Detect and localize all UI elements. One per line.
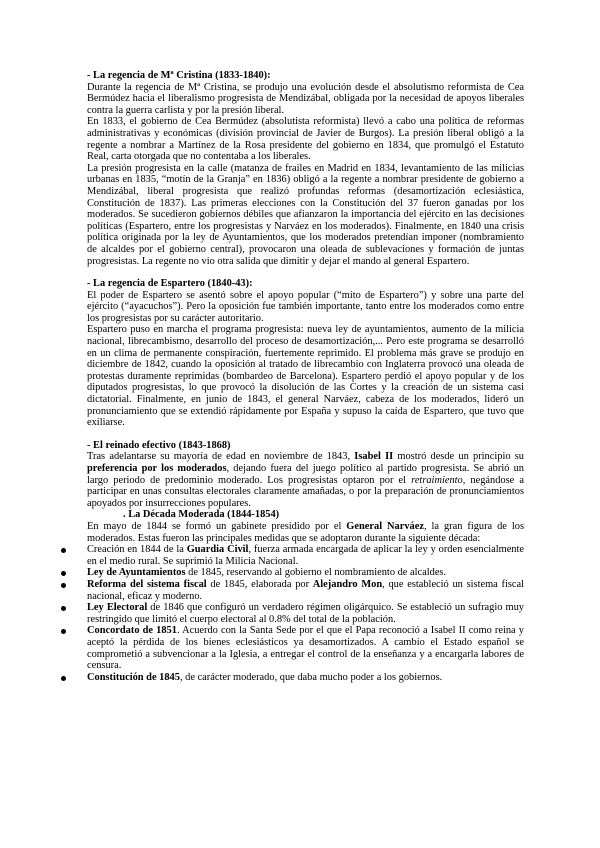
text-run: de 1846 que configuró un verdadero régimen oligárquico. Se estableció un sufragio muy restringido que limitó el cuerpo electoral al 0.8% del total de la población.	[87, 602, 524, 625]
list-item	[87, 625, 524, 671]
section-title-regencia-espartero: - La regencia de Espartero (1840-43):	[87, 278, 253, 290]
section-title-reinado-efectivo: - El reinado efectivo (1843-1868)	[87, 439, 231, 451]
paragraph	[87, 451, 524, 509]
text-run: , fuerza armada encargada de aplicar la ley y orden esencialmente en el medio rural. Se suprimió la Milicia Nacional.	[87, 544, 524, 567]
list-item	[87, 602, 524, 625]
bold-text: preferencia por los moderados	[87, 463, 227, 474]
list-item	[87, 579, 524, 602]
document-body	[87, 70, 524, 683]
text-run: Creación en 1844 de la	[87, 544, 187, 556]
bullet-dot-icon	[61, 606, 66, 611]
list-item	[87, 672, 524, 684]
paragraph: En 1833, el gobierno de Cea Bermúdez (absolutista reformista) llevó a cabo una política de reformas administrativas y económicas (división provincial de Javier de Burgos). La presión liberal obligó a la regente a nombrar a Martínez de la Rosa presidente del gobierno en 1834, que promulgó el Estatuto Real, carta otorgada que no contentaba a los liberales.	[87, 116, 524, 163]
text-run: de 1845, elaborada por	[206, 578, 313, 590]
section-title-regencia-cristina: - La regencia de Mª Cristina (1833-1840):	[87, 70, 271, 81]
subheading-decada-moderada: . La Década Moderada (1844-1854)	[123, 509, 280, 521]
spacer	[87, 429, 524, 440]
bullet-dot-icon	[61, 571, 66, 576]
paragraph: La presión progresista en la calle (matanza de frailes en Madrid en 1834, levantamiento de las milicias urbanas en 1835, “motín de la Granja” en 1836) obligó a la regente a nombrar presidente de gobierno a Mendizábal, liberal progresista que realizó profundas reformas (desamortización eclesiástica, Constitución de 1837). Las primeras elecciones con la Constitución del 37 fueron ganadas por los moderados. Se sucedieron gobiernos débiles que afianzaron la importancia del ejército en las decisiones políticas (Espartero, entre los progresistas y Narváez en los moderados). Finalmente, en 1840 una crisis política originada por la ley de Ayuntamientos, que los moderados pretendían imponer (nombramiento de alcaldes por el gobierno central), provocaron una oleada de sublevaciones y formación de juntas progresistas. La regente no vio otra salida que dimitir y dejar el mando al general Espartero.	[87, 162, 524, 267]
bullet-dot-icon	[61, 629, 66, 634]
text-run: de 1845, reservando al gobierno el nombramiento de alcaldes.	[185, 567, 447, 579]
bold-text: Constitución de 1845	[87, 671, 180, 683]
text-run: mostró desde un principio su	[393, 451, 524, 463]
text-run: . Acuerdo con la Santa Sede por el que el Papa reconoció a Isabel II como reina y aceptó la pérdida de los bienes eclesiásticos ya desamortizados. A cambio el Estado español se comprometió a subvencionar a la Iglesia, a entregar el control de la enseñanza y a encargarla labores de censura.	[87, 625, 524, 672]
text-run: , negándose a participar en unas consultas electorales claramente amañadas, o por la preparación de pronunciamientos apoyados por insurrecciones populares.	[87, 474, 525, 509]
bullet-dot-icon	[61, 676, 66, 681]
bullet-dot-icon	[61, 583, 66, 588]
bold-text: Isabel II	[354, 451, 394, 463]
list-item	[87, 544, 524, 567]
spacer	[87, 267, 524, 278]
bold-text: Alejandro Mon	[312, 578, 383, 590]
text-run: , la gran figura de los moderados. Estas fueron las principales medidas que se adoptaron durante la siguiente década:	[87, 520, 524, 544]
list-item	[87, 567, 524, 579]
paragraph: El poder de Espartero se asentó sobre el apoyo popular (“mito de Espartero”) y sobre una parte del ejército (“ayacuchos”). Pero la oposición fue también importante, tanto entre los moderados como entre los progresistas por su carácter autoritario.	[87, 289, 524, 324]
bold-text: Concordato de 1851	[87, 625, 177, 637]
bold-text: General Narváez	[346, 520, 424, 532]
italic-text: retraimiento	[411, 474, 463, 486]
paragraph: Espartero puso en marcha el programa progresista: nueva ley de ayuntamientos, aumento de la milicia nacional, librecambismo, desarrollo del proceso de desamortización,... Pero este programa se desarrolló en un clima de permanente conspiración, fuertemente reprimido. El problema más grave se produjo en diciembre de 1842, cuando la oposición al tratado de librecambio con Inglaterra provocó una oleada de protestas duramente reprimidas (bombardeo de Barcelona). Espartero perdió el apoyo popular y de los diputados progresistas, lo que provocó la disolución de las Cortes y la creación de un sistema casi dictatorial. Finalmente, en junio de 1843, el general Narváez, cabeza de los moderados, lideró un pronunciamiento que se extendió rápidamente por España y supuso la caída de Espartero, que tuvo que exiliarse.	[87, 324, 524, 429]
bold-text: Ley de Ayuntamientos	[87, 567, 186, 579]
paragraph: Durante la regencia de Mª Cristina, se produjo una evolución desde el absolutismo reformista de Cea Bermúdez hacia el liberalismo progresista de Mendizábal, obligada por la necesidad de apoyos liberales contra la guerra carlista y por la presión liberal.	[87, 81, 524, 116]
bold-text: Reforma del sistema fiscal	[87, 578, 207, 590]
bold-text: Guardia Civil	[186, 544, 249, 556]
text-run: Tras adelantarse su mayoría de edad en noviembre de 1843,	[87, 451, 355, 463]
bullet-dot-icon	[61, 548, 66, 553]
text-run: , de carácter moderado, que daba mucho poder a los gobiernos.	[179, 671, 443, 683]
bold-text: Ley Electoral	[87, 602, 148, 614]
text-run: En mayo de 1844 se formó un gabinete presidido por el	[87, 520, 347, 532]
paragraph	[87, 521, 524, 544]
text-run: , dejando fuera del juego político al partido progresista. Se abrió un largo periodo de predominio moderado. Los progresistas optaron por el	[87, 463, 524, 486]
bullet-list	[87, 544, 524, 683]
text-run: , que estableció un sistema fiscal nacional, eficaz y moderno.	[87, 578, 524, 602]
